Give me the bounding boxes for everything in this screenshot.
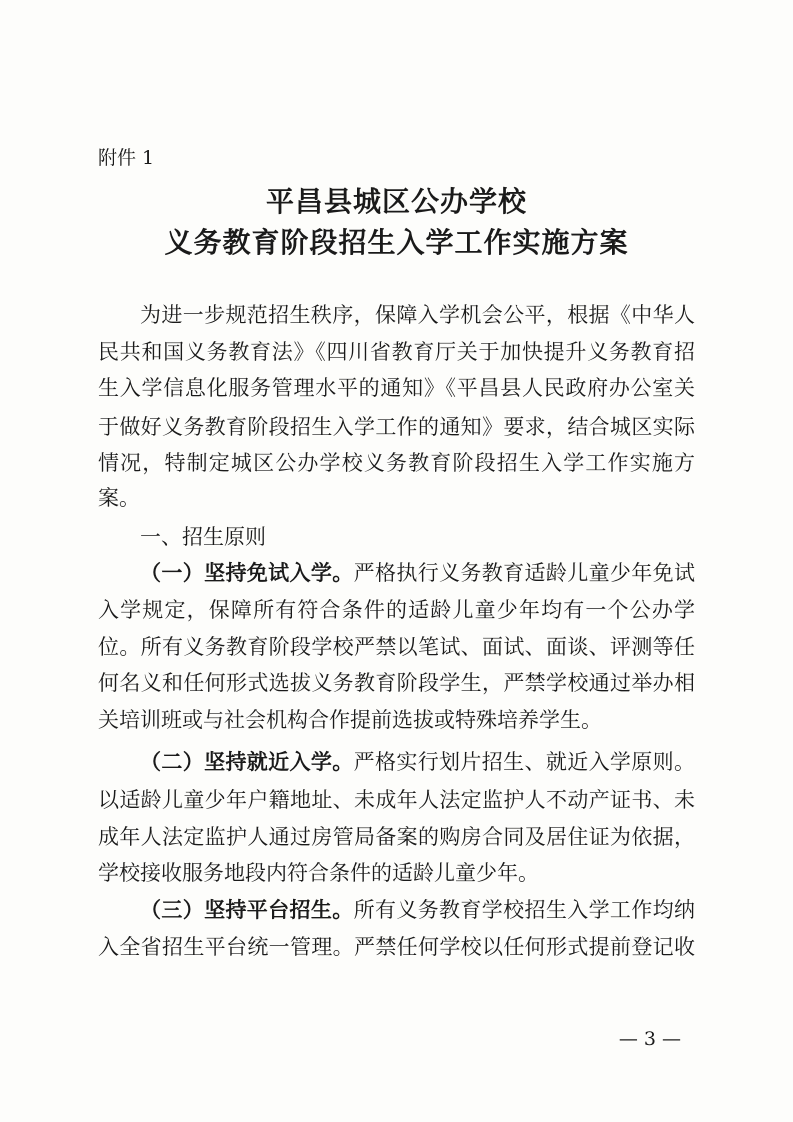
intro-line: 案。 (98, 486, 140, 510)
item-line: 关培训班或与社会机构合作提前选拔或特殊培养学生。 (98, 708, 602, 732)
page-number: — 3 — (618, 1028, 681, 1050)
attachment-label: 附件 1 (98, 147, 155, 169)
item-2-first-line (140, 749, 695, 775)
item-line: 位。所有义务教育阶段学校严禁以笔试、面试、面谈、评测等任 (98, 635, 695, 659)
item-line: 入学规定，保障所有符合条件的适龄儿童少年均有一个公办学 (98, 598, 695, 622)
section-heading: 一、招生原则 (140, 525, 266, 549)
item-text: 严格实行划片招生、就近入学原则。 (353, 750, 696, 774)
intro-line: 生入学信息化服务管理水平的通知》《平昌县人民政府办公室关 (98, 376, 695, 400)
intro-line: 于做好义务教育阶段招生入学工作的通知》要求，结合城区实际 (98, 415, 695, 439)
item-text: 所有义务教育学校招生入学工作均纳 (353, 898, 696, 922)
intro-line: 为进一步规范招生秩序，保障入学机会公平，根据《中华人 (140, 303, 695, 327)
item-2-heading: （二）坚持就近入学。 (140, 750, 354, 774)
item-3-heading: （三）坚持平台招生。 (140, 898, 354, 922)
item-line: 成年人法定监护人通过房管局备案的购房合同及居住证为依据， (98, 825, 695, 849)
item-3-first-line (140, 897, 695, 923)
item-line: 入全省招生平台统一管理。严禁任何学校以任何形式提前登记收 (98, 935, 695, 959)
item-line: 何名义和任何形式选拔义务教育阶段学生，严禁学校通过举办相 (98, 671, 695, 695)
document-title-line-1: 平昌县城区公办学校 (265, 185, 527, 218)
item-line: 以适龄儿童少年户籍地址、未成年人法定监护人不动产证书、未 (98, 788, 695, 812)
item-line: 学校接收服务地段内符合条件的适龄儿童少年。 (98, 861, 539, 885)
item-1-heading: （一）坚持免试入学。 (140, 561, 354, 585)
item-1-first-line (140, 560, 695, 586)
intro-line: 情况，特制定城区公办学校义务教育阶段招生入学工作实施方 (98, 451, 695, 475)
document-title-line-2: 义务教育阶段招生入学工作实施方案 (164, 226, 629, 259)
item-text: 严格执行义务教育适龄儿童少年免试 (353, 561, 696, 585)
intro-line: 民共和国义务教育法》《四川省教育厅关于加快提升义务教育招 (98, 340, 695, 364)
